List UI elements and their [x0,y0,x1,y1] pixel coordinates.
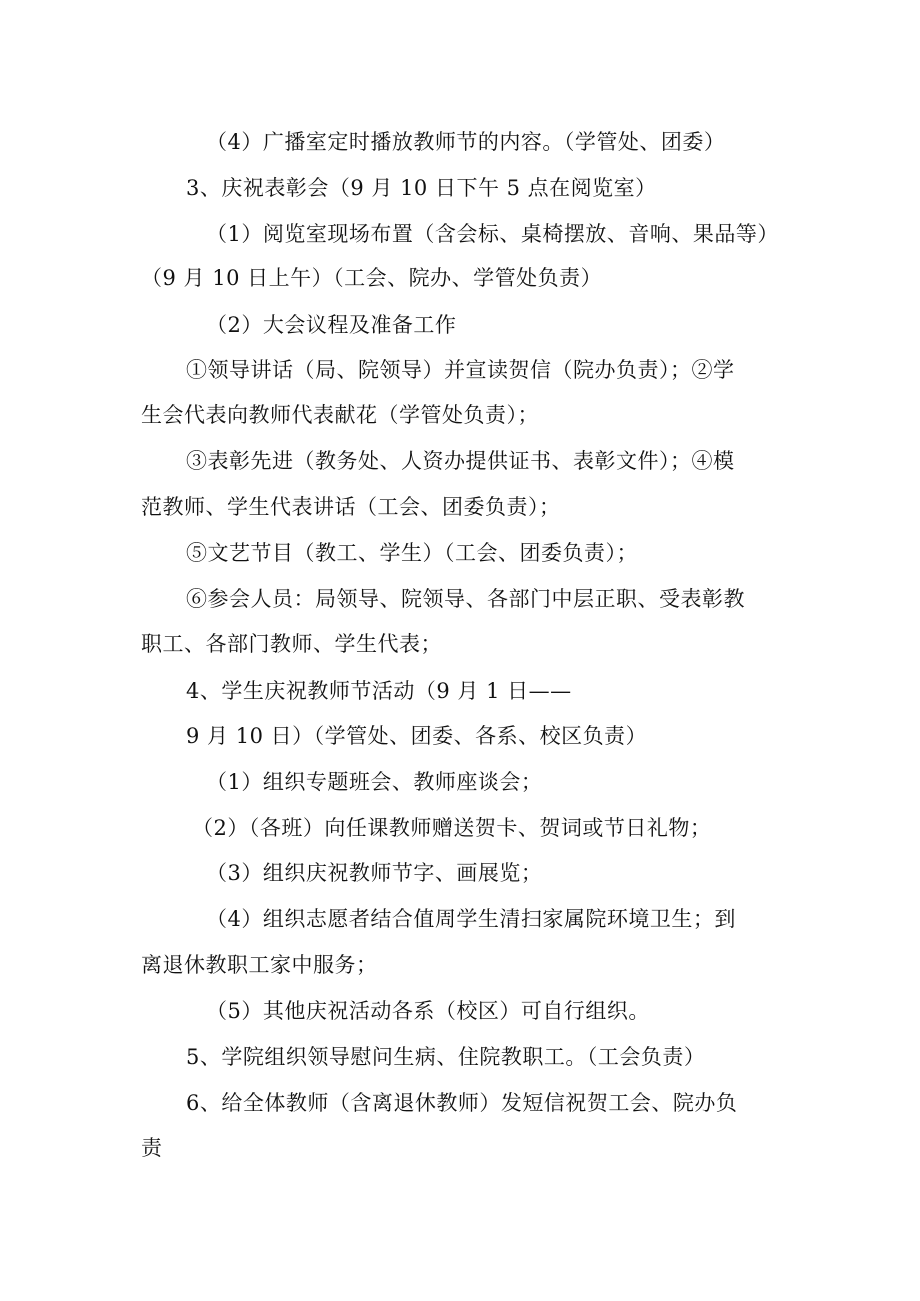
text-line-1: （4）广播室定时播放教师节的内容。（学管处、团委） [206,130,726,154]
text-line-3: （1）阅览室现场布置（含会标、桌椅摆放、音响、果品等） [206,222,779,246]
text-line-19: 离退休教职工家中服务； [141,953,378,977]
text-line-2: 3、庆祝表彰会（9 月 10 日下午 5 点在阅览室） [186,176,657,200]
text-line-18: （4）组织志愿者结合值周学生清扫家属院环境卫生；到 [206,907,736,931]
text-line-22: 6、给全体教师（含离退休教师）发短信祝贺工会、院办负 [186,1091,738,1115]
text-line-14: 9 月 10 日）（学管处、团委、各系、校区负责） [186,724,648,748]
text-line-13: 4、学生庆祝教师节活动（9 月 1 日—— [186,679,572,703]
text-line-4: （9 月 10 日上午）（工会、院办、学管处负责） [141,266,603,290]
text-line-11: ⑥参会人员：局领导、院领导、各部门中层正职、受表彰教 [186,587,745,611]
text-line-15: （1）组织专题班会、教师座谈会； [206,770,543,794]
text-line-7: 生会代表向教师代表献花（学管处负责）； [141,403,539,427]
text-line-8: ③表彰先进（教务处、人资办提供证书、表彰文件）；④模 [186,449,735,473]
text-line-20: （5）其他庆祝活动各系（校区）可自行组织。 [206,999,650,1023]
text-line-6: ①领导讲话（局、院领导）并宣读贺信（院办负责）；②学 [186,358,735,382]
text-line-5: （2）大会议程及准备工作 [206,313,457,337]
text-line-23: 责 [141,1136,163,1160]
text-line-21: 5、学院组织领导慰问生病、住院教职工。（工会负责） [186,1045,706,1069]
text-line-17: （3）组织庆祝教师节字、画展览； [206,861,543,885]
text-line-9: 范教师、学生代表讲话（工会、团委负责）； [141,495,561,519]
text-line-12: 职工、各部门教师、学生代表； [141,632,442,656]
text-line-10: ⑤文艺节目（教工、学生）（工会、团委负责）； [186,541,638,565]
text-line-16: （2）（各班）向任课教师赠送贺卡、贺词或节日礼物； [192,816,712,840]
